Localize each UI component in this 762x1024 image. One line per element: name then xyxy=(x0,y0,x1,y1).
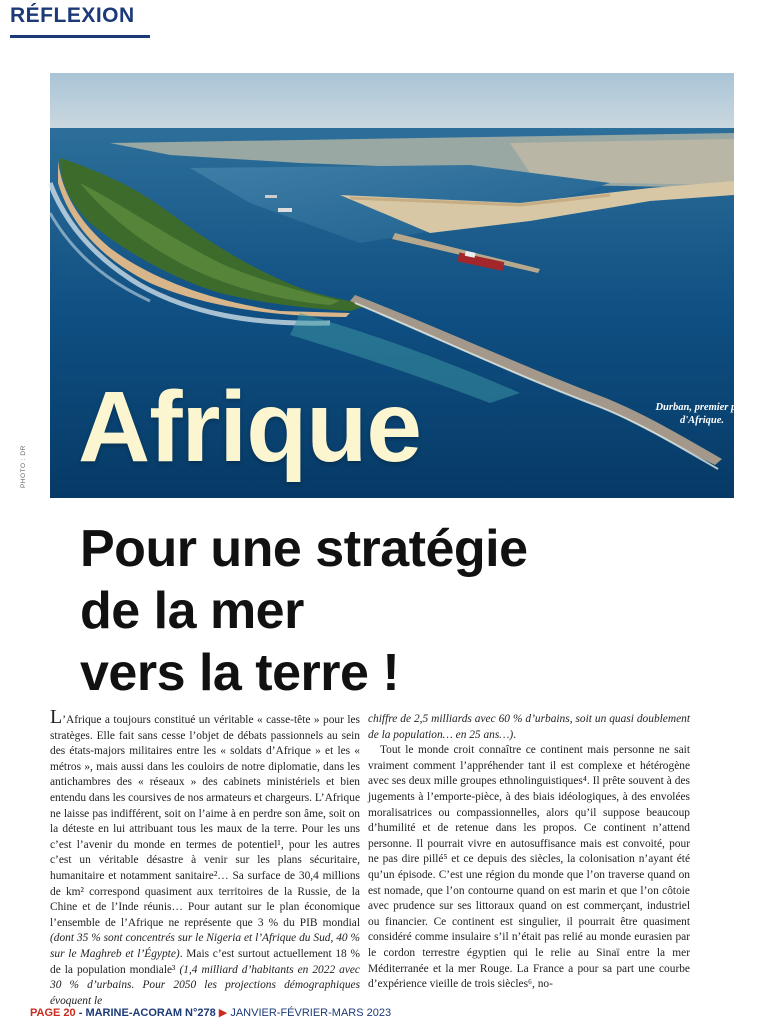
footer-arrow-icon: ▶ xyxy=(215,1007,231,1019)
article-column-left xyxy=(50,706,360,1009)
paragraph-1-text-b: . Mais c’est surtout actuellement 18 % de la population mondiale³ xyxy=(50,947,360,976)
continuation-italic: chiffre de 2,5 milliards avec 60 % d’urbains, soit un quasi doublement de la population… en 25 ans…) xyxy=(368,713,690,741)
footer-magazine: MARINE-ACORAM N°278 xyxy=(85,1007,216,1019)
section-label: RÉFLEXION xyxy=(10,4,135,27)
section-underline xyxy=(10,35,150,38)
drop-cap: L xyxy=(50,706,63,728)
continuation-end: . xyxy=(513,728,517,741)
paragraph-1-text: ’Afrique a toujours constitué un véritable « casse-tête » pour les stratèges. Elle fait sans cesse l’objet de débats passionnels au sein des états-majors militaires entre les « soldats d’Afrique » et les « métros », mais aussi dans les couloirs de notre diplomatie, dans les antichambres des « réseaux » des cabinets ministériels et bien entendu dans les coursives de nos armateurs et chargeurs. L’Afrique ne laisse pas indifférent, soit on l’aime à en perdre son âme, soit on la déteste en lui attribuant tous les maux de la terre. Pour les uns c’est l’avenir du monde en termes de potentiel¹, pour les autres c’est un véritable désastre à venir sur les plans sécuritaire, humanitaire et notamment sanitaire²… Sa surface de 30,4 millions de km² correspond quasiment aux territoires de la Russie, de la Chine et de l’Inde réunis… Pour autant sur le plan économique l’ensemble de l’Afrique ne représente que 3 % du PIB mondial xyxy=(50,714,360,929)
article-paragraph-1 xyxy=(50,706,360,1009)
headline-afrique: Afrique xyxy=(78,371,421,483)
photo-credit: PHOTO : DR xyxy=(20,445,27,488)
caption-line-2: d'Afrique. xyxy=(679,415,725,426)
article-subtitle xyxy=(80,518,528,704)
footer-issue-date: JANVIER-FÉVRIER-MARS 2023 xyxy=(230,1007,392,1019)
subtitle-line-3: vers la terre ! xyxy=(80,644,400,702)
subtitle-line-1: Pour une stratégie xyxy=(80,520,528,578)
paragraph-1-italic-a: (dont 35 % sont concentrés sur le Nigeria et l’Afrique du Sud, 40 % sur le Maghreb et l’Égypte) xyxy=(50,932,360,960)
page-footer xyxy=(30,1006,391,1019)
photo-caption xyxy=(642,401,762,427)
article-column-right xyxy=(368,712,690,993)
article-paragraph-2: Tout le monde croit connaître ce continent mais personne ne sait vraiment comment l’appréhender tant il est complexe et hétérogène avec ses deux mille groupes ethnolinguistiques⁴. Il prête souvent à des jugements à l’emporte-pièce, à des biais idéologiques, à des envolées moralisatrices ou compassionnelles, alors qu’il suppose beaucoup d’humilité et de retenue dans les propos. Ce continent n’attend personne. Il pourrait vivre en autosuffisance mais est convoité, pour ne pas dire pillé⁵ et ce depuis des siècles, la colonisation n’ayant été qu’un épisode. C’est une région du monde que l’on traverse quand on est nomade, que l’on contourne quand on est marin et que l’on côtoie avec prudence sur ses littoraux quand on est commerçant, industriel ou financier. Ce continent est singulier, il pourrait être quasiment considéré comme insulaire s’il n’était pas relié au monde eurasien par le cordon terrestre égyptien qui le relie au Sinaï entre la mer Méditerranée et la mer Rouge. La France a pour sa part une courbe d’expérience vieille de trois siècles⁶, no- xyxy=(368,744,690,991)
footer-separator: - xyxy=(75,1007,86,1019)
paragraph-1-italic-b: (1,4 milliard d’habitants en 2022 avec 30 % d’urbains. Pour 2050 les projections démographiques évoquent le xyxy=(50,963,360,1007)
caption-line-1: Durban, premier port xyxy=(655,402,749,413)
article-continuation xyxy=(368,712,690,743)
footer-page-number: PAGE 20 xyxy=(30,1007,76,1019)
subtitle-line-2: de la mer xyxy=(80,582,304,640)
